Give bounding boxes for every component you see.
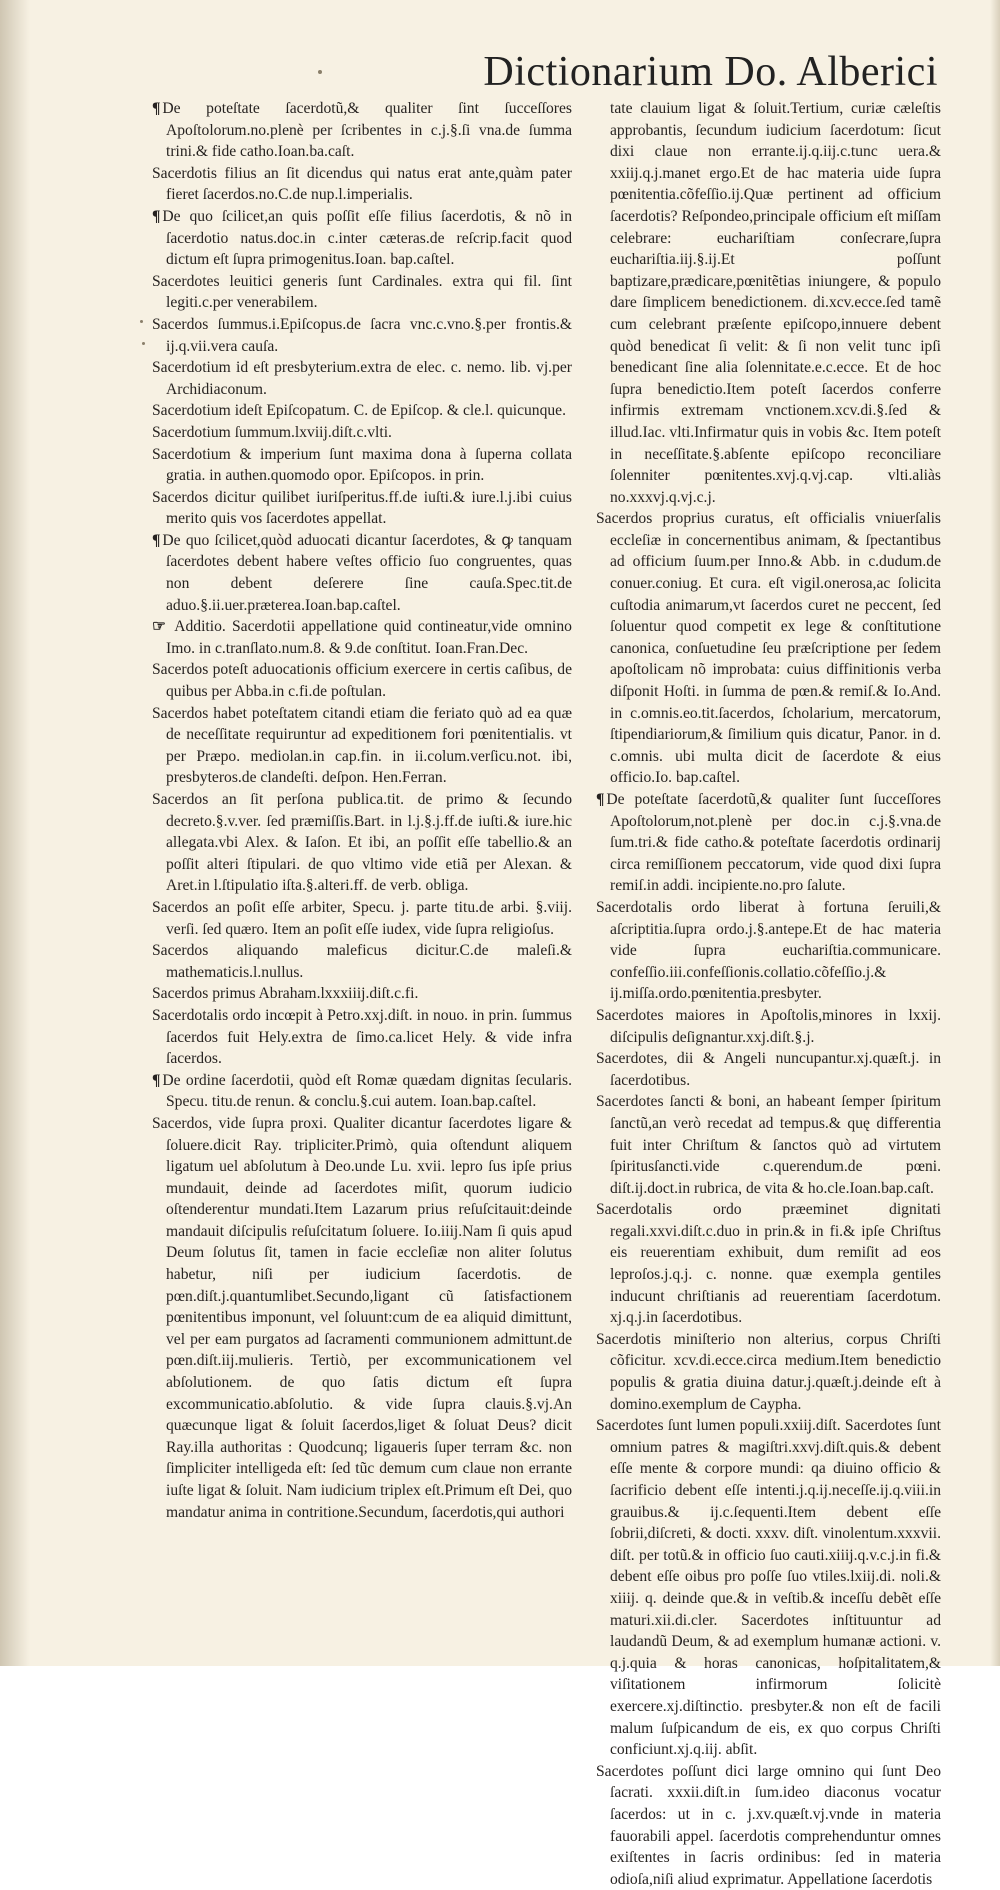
entry-text: Additio. Sacerdotii appellatione quid contineatur,vide omnino Imo. in c.tranſlato.num.8. & 9.de conſtitut. Ioan.Fran.Dec. <box>166 618 572 657</box>
page-edge-shade <box>990 0 1000 1666</box>
entry-text: De poteſtate ſacerdotũ,& qualiter ſunt ſucceſſores Apoſtolorum,not.plenè per doc.in c.j.§.vna.de ſum.tri.& fide catho.& poteſtate ſacerdotis ordinarij circa remiſſionem peccatorum, vide quod dixi ſupra remiſ.in addi. incipiente.no.pro ſalute. <box>606 791 941 895</box>
dictionary-entry <box>152 983 572 1005</box>
dictionary-entry <box>152 1070 572 1113</box>
dictionary-entry <box>152 1113 572 1523</box>
ink-speck <box>318 70 322 74</box>
entry-text: Sacerdos, vide ſupra proxi. Qualiter dicantur ſacerdotes ligare & ſoluere.dicit Ray. tripliciter.Primò, quia oſtendunt aliquem ligatum uel abſolutum à Deo.unde Lu. xvii. lepro ſus ipſe prius mundauit, deinde ad ſacerdotes miſit, quorum iudicio oſtenderentur mundati.Item Lazarum prius reſuſcitauit:deinde mandauit diſcipulis reſuſcitatum ſoluere. Io.iiij.Nam ſi quis apud Deum ſolutus ſit, tamen in facie eccleſiæ non aliter ſolutus habetur, niſi per iudicium ſacerdotis. de pœn.diſt.j.quantumlibet.Secundo,ligant cũ ſatisfactionem pœnitentibus imponunt, vel ſoluunt:cum de ea aliquid dimittunt, vel per eam purgatos ad ſacramenti communionem admittunt.de pœn.diſt.iij.mulieris. Tertiò, per excommunicationem vel abſolutionem. de quo ſatis dictum eſt ſupra excommunicatio.abſolutio. & vide ſupra clauis.§.vj.An quæcunque ligat & ſoluit ſacerdos,liget & ſoluat Deus? dicit Ray.illa authoritas : Quodcunq; ligaueris ſuper terram &c. non ſimpliciter intelligeda eſt: ſed tũc demum cum claue non errante iuſte ligat & ſoluit. Nam iudicium triplex eſt.Primum eſt Dei, quo mandatur anima in contritione.Secundum, ſacerdotis,qui authori <box>152 1114 572 1521</box>
entry-text: Sacerdos primus Abraham.lxxxiiij.diſt.c.fi. <box>152 985 419 1003</box>
dictionary-entry <box>152 400 572 422</box>
entry-text: Sacerdotium id eſt presbyterium.extra de elec. c. nemo. lib. vj.per Archidiaconum. <box>152 359 572 398</box>
entry-text: Sacerdotes leuitici generis ſunt Cardinales. extra qui fil. ſint legiti.c.per venerabilem. <box>152 272 572 312</box>
manicule-icon: ☞ <box>152 618 173 636</box>
pilcrow-icon: ¶ <box>152 1071 161 1089</box>
left-text-column <box>152 98 572 1638</box>
dictionary-entry <box>152 206 572 271</box>
entry-text: Sacerdotis filius an ſit dicendus qui natus erat ante,quàm pater fieret ſacerdos.no.C.de nup.l.imperialis. <box>152 164 572 204</box>
entry-text: Sacerdos dicitur quilibet iuriſperitus.ff.de iuſti.& iure.l.j.ibi cuius merito quis vos ſacerdotes appellat. <box>152 488 572 528</box>
entry-text: Sacerdotes poſſunt dici large omnino qui ſunt Deo ſacrati. xxxii.diſt.in ſum.ideo diaconus vocatur ſacerdos: ut in c. j.xv.quæſt.vj.vnde in materia fauorabili appel. ſacerdotis comprehenduntur omnes exiſtentes in ſacris ordinibus: ſed in materia odioſa,niſi aliud exprimatur. Appellatione ſacerdotis <box>596 1762 941 1888</box>
entry-text: De poteſtate ſacerdotũ,& qualiter ſint ſucceſſores Apoſtolorum.no.plenè per ſcribentes in c.j.§.ſi vna.de ſumma trini.& fide catho.Ioan.ba.caſt. <box>162 100 572 161</box>
entry-text: Sacerdotium ſummum.lxviij.diſt.c.vlti. <box>152 423 392 441</box>
ink-speck <box>140 320 143 323</box>
right-text-column <box>596 98 941 1888</box>
entry-text: De quo ſcilicet,quòd aduocati dicantur ſacerdotes, & ꝙ tanquam ſacerdotes debent habere veſtes officio ſuo congruentes, quas non debent deſerere ſine cauſa.Spec.tit.de aduo.§.ii.uer.præterea.Ioan.bap.caſtel. <box>162 531 572 614</box>
dictionary-entry <box>152 444 572 487</box>
dictionary-entry <box>152 1005 572 1070</box>
dictionary-entry <box>152 422 572 444</box>
dictionary-entry <box>152 940 572 983</box>
entry-text: Sacerdotalis ordo præeminet dignitati regali.xxvi.diſt.c.duo in prin.& in fi.& ipſe Chriſtus eis reuerentiam exhibuit, dum remiſit ad eos leproſos.j.q.j. c. nonne. quæ exempla gentiles inducunt chriſtianis ad reuerentiam ſacerdotum. xj.q.j.in ſacerdotibus. <box>596 1201 941 1327</box>
dictionary-entry <box>596 897 941 1005</box>
entry-text: Sacerdotalis ordo incœpit à Petro.xxj.diſt. in nouo. in prin. ſummus ſacerdos fuit Hely.extra de ſimo.ca.licet Hely. & vide infra ſacerdos. <box>152 1006 572 1068</box>
entry-text: Sacerdos an poſit eſſe arbiter, Specu. j. parte titu.de arbi. §.viij. verſi. ſed quæro. Item an poſit eſſe iudex, vide ſupra religioſus. <box>152 898 572 938</box>
entry-text: De quo ſcilicet,an quis poſſit eſſe filius ſacerdotis, & nõ in ſacerdotio natus.doc.in c.inter cæteras.de reſcrip.facit quod dictum eſt ſupra primogenitus.Ioan. bap.caſtel. <box>162 207 572 269</box>
dictionary-entry <box>152 357 572 400</box>
ink-speck <box>142 342 145 345</box>
entry-text: Sacerdos aliquando maleficus dicitur.C.de maleſi.& mathematicis.l.nullus. <box>152 942 572 981</box>
entry-text: Sacerdotes maiores in Apoſtolis,minores in lxxij. diſcipulis deſignantur.xxj.diſt.§.j. <box>596 1006 941 1046</box>
pilcrow-icon: ¶ <box>596 791 605 808</box>
dictionary-entry <box>152 789 572 897</box>
dictionary-entry <box>152 530 572 616</box>
entry-text: Sacerdotium ideſt Epiſcopatum. C. de Epiſcop. & cle.l. quicunque. <box>152 402 567 420</box>
entry-text: tate clauium ligat & ſoluit.Tertium, curiæ cæleſtis approbantis, ſecundum iudicium ſacerdotum: ſicut dixi claue non errante.ij.q.iij.c.tunc uera.& xxiij.q.j.manet ergo.Et de hac materia uide ſupra pœnitentia.cõfeſſio.ij.Quæ pertinent ad officium ſacerdotis? Reſpondeo,principale officium eſt miſſam celebrare: euchariſtiam conſecrare,ſupra euchariſtia.iij.§.ij.Et poſſunt baptizare,prædicare,pœnitẽtias iniungere, & populo dare ſimplicem benedictionem. di.xcv.ecce.ſed tamẽ cum celebrant præſente epiſcopo,innuere debent quòd benedicat ſi velit: & ſi non velit tunc ipſi benedicant ſine alia ſolennitate.e.c.ecce. Et de hoc ſupra benedictio.Item poteſt ſacerdos conferre infirmis extremam vnctionem.xcv.di.§.ſed & illud.Iac. vlti.Infirmatur quis in vobis &c. Item poteſt in neceſſitate.§.abſente epiſcopo reconciliare ſolenniter pœnitentes.xvj.q.vj.cap. vlti.aliàs no.xxxvj.q.vj.c.j. <box>610 100 941 506</box>
dictionary-entry <box>596 789 941 897</box>
dictionary-entry <box>152 487 572 530</box>
dictionary-entry <box>596 98 941 508</box>
dictionary-entry <box>596 1415 941 1761</box>
dictionary-entry <box>596 1091 941 1199</box>
entry-text: Sacerdotes ſunt lumen populi.xxiij.diſt. Sacerdotes ſunt omnium patres & magiſtri.xxvj.diſt.quis.& debent eſſe mente & corpore mundi: qa diuino officio & ſacrificio debent eſſe intenti.j.q.ij.neceſſe.ij.q.viii.in grauibus.& ij.c.ſequenti.Item debent eſſe ſobrii,diſcreti, & docti. xxxv. diſt. vinolentum.xxxvii. diſt. per totũ.& in officio ſuo cauti.xiiij.q.v.c.j.in fi.& debent eſſe oibus pro poſſe ſuo vtiles.lxiij.di. noli.& xiiij. q. deinde que.& in veſtib.& inceſſu debẽt eſſe maturi.xii.di.cler. Sacerdotes inſtituuntur ad laudandũ Deum, & ad exemplum humanæ actioni. v. q.j.quia & horas canonicas, hoſpitalitatem,& viſitationem infirmorum ſolicitè exercere.xj.diſtinctio. presbyter.& non eſt de facili malum ſuſpicandum de eis, ex quo corpus Chriſti conficiunt.xj.q.iij. abſit. <box>596 1417 941 1759</box>
dictionary-entry <box>152 616 572 659</box>
entry-text: Sacerdos poteſt aduocationis officium exercere in certis caſibus, de quibus per Abba.in c.fi.de poſtulan. <box>152 661 572 701</box>
entry-text: Sacerdos an ſit perſona publica.tit. de primo & ſecundo decreto.§.v.ver. ſed præmiſſis.Bart. in l.j.§.j.ff.de iuſti.& iure.hic allegata.vbi Alex. & Iaſon. Et ibi, an poſſit eſſe tabellio.& an poſſit alteri ſtipulari. de quo vltimo vide etiã per Alexan. & Aret.in l.ſtipulatio iſta.§.alteri.ff. de verb. obliga. <box>152 791 572 895</box>
dictionary-entry <box>596 1005 941 1048</box>
entry-text: Sacerdos habet poteſtatem citandi etiam die feriato quò ad ea quæ de neceſſitate requiruntur ad expeditionem fori pœnitentialis. vt per Præpo. mediolan.in cap.fin. in ii.colum.verſicu.not. ibi, presbyteros.de clandeſti. deſpon. Hen.Ferran. <box>152 704 572 787</box>
dictionary-entry <box>596 1199 941 1329</box>
entry-text: Sacerdotis miniſterio non alterius, corpus Chriſti cõficitur. xcv.di.ecce.circa medium.Item benedictio populis & gratia diuina datur.j.quæſt.j.deinde eſt à domino.exemplum de Caypha. <box>596 1330 941 1413</box>
entry-text: Sacerdos proprius curatus, eſt officialis vniuerſalis eccleſiæ in concernentibus animam, & ſpectantibus ad officium ſuum.per Inno.& Abb. in c.dudum.de conuer.coniug. Et cura. eſt vigil.onerosa,ac ſolicita cuſtodia animarum,vt ſacerdos curet ne peccent, ſed ſoluentur quod competit ex lege & conſtitutione canonica, conſuetudine ſeu præſcriptione per ſedem apoſtolicam nõ improbata: cuius diffinitionis verba diſponit Hoſti. in ſumma de pœn.& remiſ.& Io.And. in c.omnis.eo.tit.ſacerdos, ſcholarium, mercatorum, ſtipendiariorum,& ſimilium quis dicatur, Panor. in d. c.omnis. ubi multa dicit de ſacerdote & eius officio.Io. bap.caſtel. <box>596 510 941 787</box>
dictionary-entry <box>596 1761 941 1890</box>
entry-text: Sacerdotalis ordo liberat à fortuna ſeruili,& aſcriptitia.ſupra ordo.j.§.antepe.Et de hac materia vide ſupra euchariſtia.communicare. confeſſio.iii.confeſſionis.collatio.cõfeſſio.j.& ij.miſſa.ordo.pœnitentia.presbyter. <box>596 898 941 1003</box>
dictionary-entry <box>152 98 572 163</box>
page-gutter-shade <box>0 0 30 1666</box>
running-head: Dictionarium Do. Alberici <box>483 49 938 95</box>
entry-text: Sacerdos ſummus.i.Epiſcopus.de ſacra vnc.c.vno.§.per frontis.& ij.q.vii.vera cauſa. <box>152 315 572 355</box>
dictionary-entry <box>152 703 572 789</box>
dictionary-entry <box>152 271 572 314</box>
dictionary-entry <box>152 897 572 940</box>
dictionary-entry <box>152 314 572 357</box>
entry-text: Sacerdotes, dii & Angeli nuncupantur.xj.quæſt.j. in ſacerdotibus. <box>596 1050 941 1089</box>
pilcrow-icon: ¶ <box>152 207 161 225</box>
dictionary-entry <box>152 163 572 206</box>
pilcrow-icon: ¶ <box>152 531 161 549</box>
dictionary-entry <box>152 659 572 702</box>
entry-text: Sacerdotium & imperium ſunt maxima dona à ſuperna collata gratia. in authen.quomodo opor. Epiſcopos. in prin. <box>152 445 572 485</box>
entry-text: Sacerdotes ſancti & boni, an habeant ſemper ſpiritum ſanctũ,an verò recedat ad tempus.& quę differentia fuit inter Chriſtum & ſanctos quò ad virtutem ſpiritusſancti.vide c.querendum.de pœni. diſt.ij.doct.in rubrica, de vita & ho.cle.Ioan.bap.caſt. <box>596 1093 941 1197</box>
entry-text: De ordine ſacerdotii, quòd eſt Romæ quædam dignitas ſecularis. Specu. titu.de renun. & conclu.§.cui autem. Ioan.bap.caſtel. <box>162 1071 572 1111</box>
dictionary-entry <box>596 1048 941 1091</box>
pilcrow-icon: ¶ <box>152 100 161 117</box>
dictionary-entry <box>596 1329 941 1415</box>
dictionary-entry <box>596 508 941 789</box>
